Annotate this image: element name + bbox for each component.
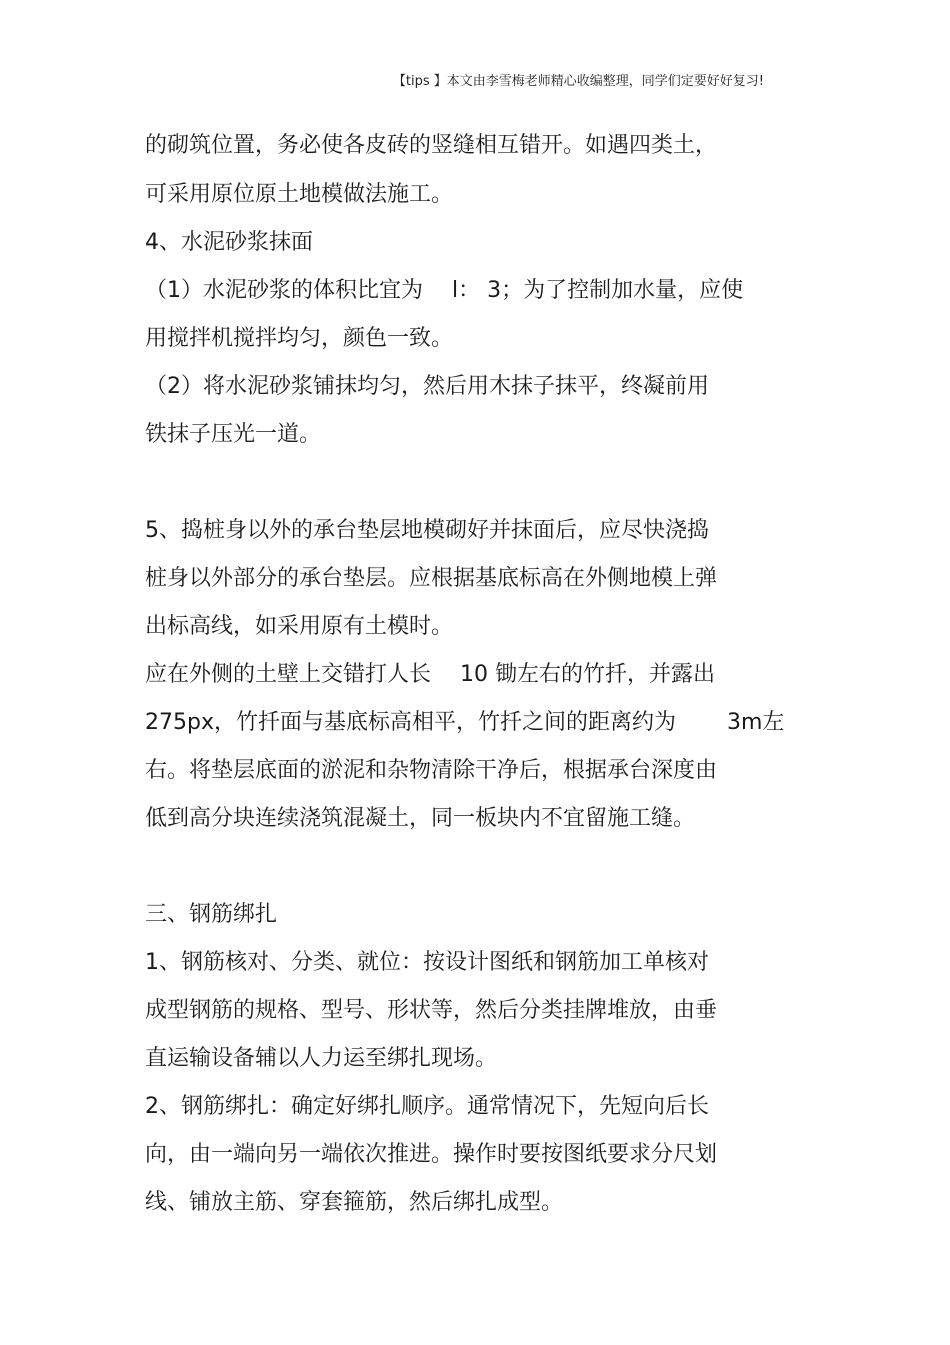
text-line: 的砌筑位置，务必使各皮砖的竖缝相互错开。如遇四类土， [145, 133, 718, 158]
text-line: 向，由一端向另一端依次推进。操作时要按图纸要求分尺划 [145, 1142, 718, 1167]
text-line: 成型钢筋的规格、型号、形状等，然后分类挂牌堆放，由垂 [145, 998, 718, 1023]
text-line: （2）将水泥砂浆铺抹均匀，然后用木抹子抹平，终凝前用 [145, 374, 709, 399]
text-line: 应在外侧的土壁上交错打人长 10 锄左右的竹扦，并露出 [145, 662, 715, 687]
text-line: 出标高线，如采用原有土模时。 [145, 614, 454, 639]
text-line: 右。将垫层底面的淤泥和杂物清除干净后，根据承台深度由 [145, 758, 718, 783]
text-line: 线、铺放主筋、穿套箍筋，然后绑扎成型。 [145, 1190, 564, 1215]
text-line: 1、钢筋核对、分类、就位：按设计图纸和钢筋加工单核对 [145, 950, 709, 975]
text-line: 直运输设备辅以人力运至绑扎现场。 [145, 1046, 498, 1071]
page-header-tip: 【tips 】本文由李雪梅老师精心收编整理，同学们定要好好复习! [392, 74, 764, 89]
section-heading: 4、水泥砂浆抹面 [145, 230, 313, 255]
text-line: 桩身以外部分的承台垫层。应根据基底标高在外侧地模上弹 [145, 566, 718, 591]
text-line: 用搅拌机搅拌均匀，颜色一致。 [145, 326, 454, 351]
text-line: 可采用原位原土地模做法施工。 [145, 182, 454, 207]
text-line: （1）水泥砂浆的体积比宜为 l： 3；为了控制加水量，应使 [145, 278, 744, 303]
section-heading: 三、钢筋绑扎 [145, 902, 278, 927]
text-line: 铁抹子压光一道。 [145, 422, 322, 447]
text-line: 275px，竹扦面与基底标高相平，竹扦之间的距离约为 3m左 [145, 710, 785, 735]
text-line: 5、捣桩身以外的承台垫层地模砌好并抹面后，应尽快浇捣 [145, 518, 709, 543]
text-line: 低到高分块连续浇筑混凝土，同一板块内不宜留施工缝。 [145, 806, 696, 831]
text-line: 2、钢筋绑扎：确定好绑扎顺序。通常情况下，先短向后长 [145, 1094, 709, 1119]
